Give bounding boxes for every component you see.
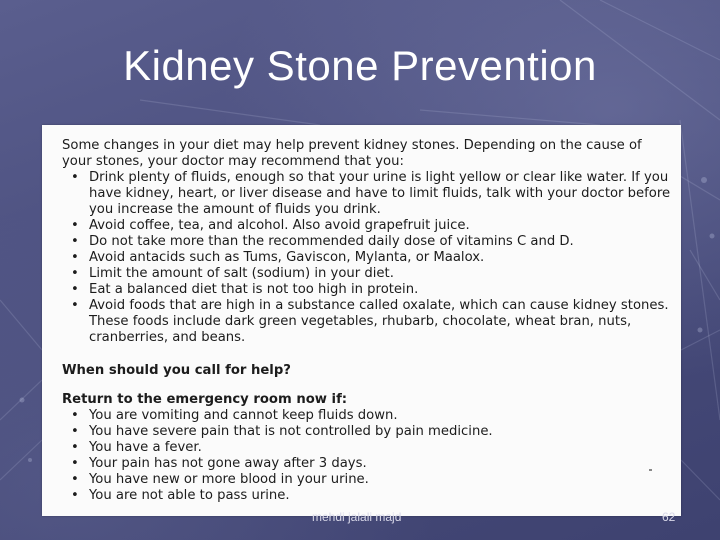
list-item: • Drink plenty of fluids, enough so that your urine is light yellow or clear like water. If you have kidney, heart, or liver disease and have to limit fluids, talk with your doctor before you increase the amount of fluids you drink. [62,170,672,218]
list-item: • Avoid antacids such as Tums, Gaviscon, Mylanta, or Maalox. [62,250,672,266]
list-item: • You are vomiting and cannot keep fluids down. [62,408,672,424]
scan-speck [649,469,652,471]
list-item: • Limit the amount of salt (sodium) in your diet. [62,266,672,282]
scanned-document [42,125,681,516]
emergency-heading: Return to the emergency room now if: [62,392,348,407]
diet-recommendations-list [62,170,672,346]
list-item: • Do not take more than the recommended daily dose of vitamins C and D. [62,234,672,250]
emergency-symptoms-list [62,408,672,504]
help-heading: When should you call for help? [62,363,291,378]
page-number: 62 [662,510,676,524]
list-item: • You have a fever. [62,440,672,456]
list-item: • Eat a balanced diet that is not too high in protein. [62,282,672,298]
list-item: • You have severe pain that is not controlled by pain medicine. [62,424,672,440]
intro-paragraph: Some changes in your diet may help prevent kidney stones. Depending on the cause of your stones, your doctor may recommend that you: [62,138,642,169]
slide-title: Kidney Stone Prevention [123,42,597,89]
list-item: • You have new or more blood in your urine. [62,472,672,488]
list-item: • Avoid coffee, tea, and alcohol. Also avoid grapefruit juice. [62,218,672,234]
slide-footer: mehdi jalali majd [312,510,402,524]
list-item: • You are not able to pass urine. [62,488,672,504]
document-text [62,138,672,504]
list-item: • Your pain has not gone away after 3 days. [62,456,672,472]
list-item: • Avoid foods that are high in a substance called oxalate, which can cause kidney stones. These foods include dark green vegetables, rhubarb, chocolate, wheat bran, nuts, cranberries, and beans. [62,298,672,346]
